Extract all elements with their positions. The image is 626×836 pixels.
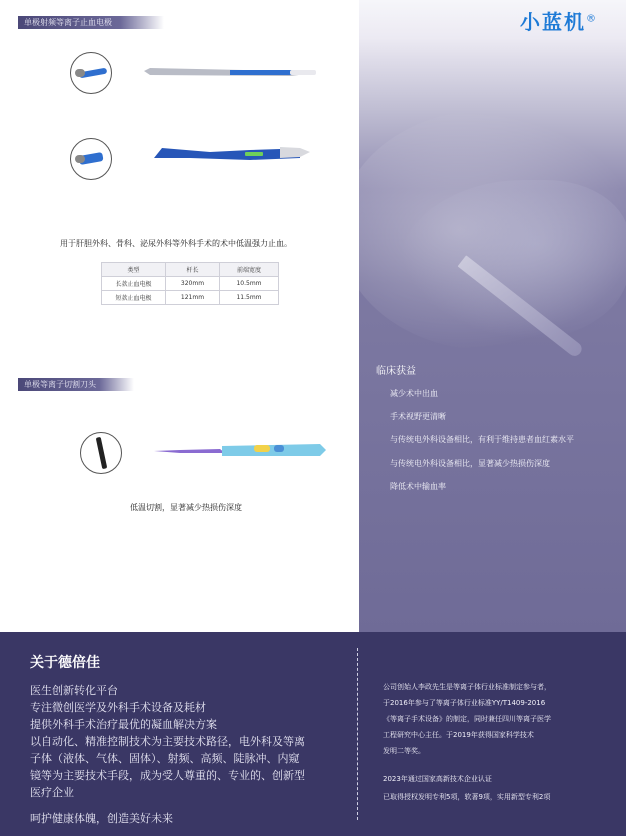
section-divider bbox=[357, 648, 358, 820]
benefit-item: 降低术中输血率 bbox=[390, 482, 446, 491]
about-line: 专注微创医学及外科手术设备及耗材 bbox=[30, 701, 206, 714]
brand-logo bbox=[520, 6, 598, 35]
detail-circle-long-electrode bbox=[70, 52, 112, 94]
certification: 2023年通过国家高新技术企业认证 bbox=[383, 775, 492, 783]
about-line: 子体（液体、气体、固体）、射频、高频、陡脉冲、内窥 bbox=[30, 752, 300, 765]
table-header: 类型 bbox=[102, 263, 166, 277]
electrode-tip-metal bbox=[75, 69, 85, 77]
cutter-tip-detail bbox=[96, 437, 108, 469]
table-header: 杆长 bbox=[166, 263, 220, 277]
table-row bbox=[102, 277, 279, 291]
benefit-item: 减少术中出血 bbox=[390, 389, 438, 398]
cutter-image bbox=[150, 436, 330, 466]
table-cell: 11.5mm bbox=[220, 291, 279, 305]
spec-table bbox=[101, 262, 279, 305]
about-line: 提供外科手术治疗最优的凝血解决方案 bbox=[30, 718, 217, 731]
table-cell: 10.5mm bbox=[220, 277, 279, 291]
about-line: 医疗企业 bbox=[30, 786, 74, 799]
detail-circle-short-electrode bbox=[70, 138, 112, 180]
benefit-item: 与传统电外科设备相比，有利于维持患者血红素水平 bbox=[390, 435, 574, 444]
table-cell: 121mm bbox=[166, 291, 220, 305]
long-electrode-image bbox=[140, 62, 320, 82]
benefit-item: 与传统电外科设备相比，显著减少热损伤深度 bbox=[390, 459, 550, 468]
table-cell: 320mm bbox=[166, 277, 220, 291]
company-info-line: 于2016年参与了等离子体行业标准YY/T1409-2016 bbox=[383, 699, 546, 707]
hero-image-panel bbox=[359, 0, 626, 632]
registered-mark: ® bbox=[586, 13, 598, 25]
table-row bbox=[102, 291, 279, 305]
product-panel bbox=[0, 0, 359, 632]
about-title: 关于德倍佳 bbox=[30, 655, 100, 671]
company-info-line: 公司创始人李政先生是等离子体行业标准制定参与者， bbox=[383, 683, 551, 691]
benefits-title: 临床获益 bbox=[376, 366, 416, 377]
section-tag-cutter: 单极等离子切割刀头 bbox=[18, 378, 134, 391]
table-cell: 长款止血电极 bbox=[102, 277, 166, 291]
section-tag-electrode: 单极射频等离子止血电极 bbox=[18, 16, 164, 29]
table-header: 前端宽度 bbox=[220, 263, 279, 277]
short-electrode-image bbox=[150, 138, 320, 168]
electrode-tip-metal bbox=[75, 155, 85, 163]
company-info-line: 工程研究中心主任。于2019年获得国家科学技术 bbox=[383, 731, 534, 739]
about-line: 以自动化、精准控制技术为主要技术路径，电外科及等离 bbox=[30, 735, 305, 748]
company-info-line: 《等离子手术设备》的制定，同时兼任四川等离子医学 bbox=[383, 715, 551, 723]
benefit-item: 手术视野更清晰 bbox=[390, 412, 446, 421]
table-cell: 短款止血电极 bbox=[102, 291, 166, 305]
logo-text: 小蓝机 bbox=[520, 10, 586, 34]
patents: 已取得授权发明专利5项，软著9项，实用新型专利2项 bbox=[383, 793, 551, 801]
detail-circle-cutter bbox=[80, 432, 122, 474]
about-line: 镜等为主要技术手段，成为受人尊重的、专业的、创新型 bbox=[30, 769, 305, 782]
company-info-line: 发明二等奖。 bbox=[383, 747, 425, 755]
cutter-caption: 低温切割，显著减少热损伤深度 bbox=[130, 503, 242, 512]
electrode-description: 用于肝胆外科、骨科、泌尿外科等外科手术的术中低温强力止血。 bbox=[60, 239, 292, 248]
about-line: 医生创新转化平台 bbox=[30, 684, 118, 697]
slogan: 呵护健康体魄，创造美好未来 bbox=[30, 812, 173, 825]
